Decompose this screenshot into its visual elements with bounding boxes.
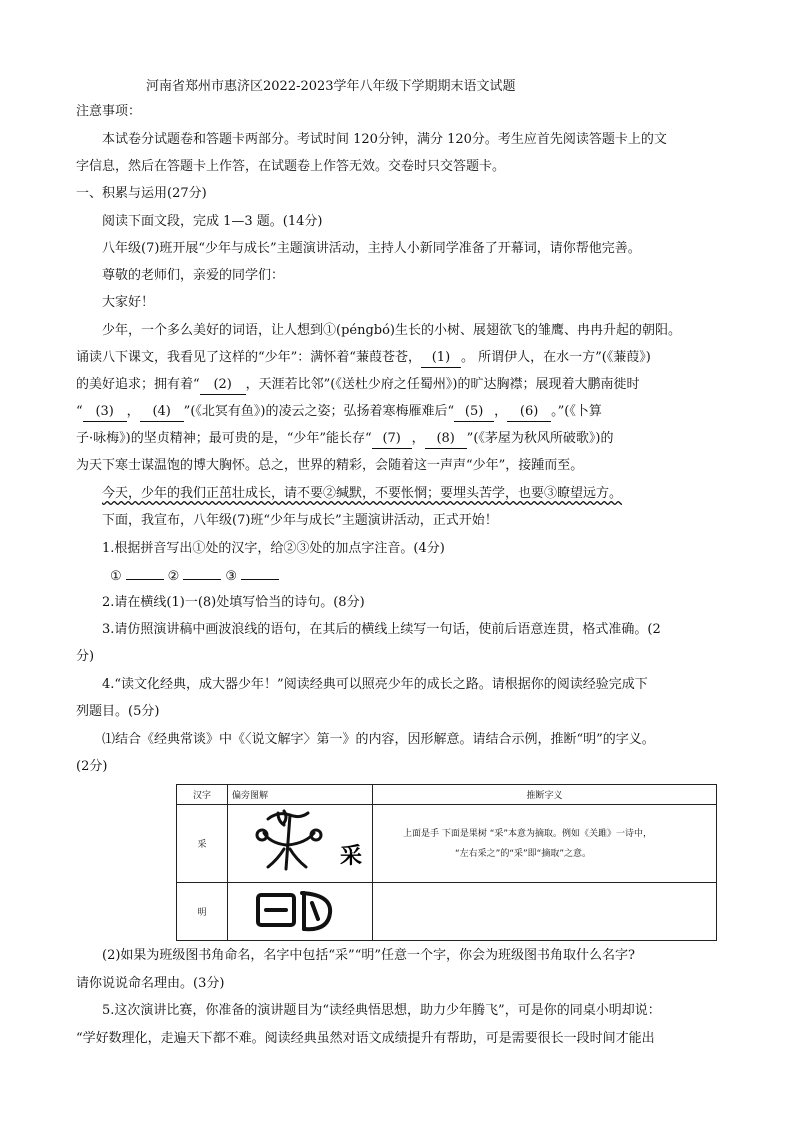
blank-2: (2) [200, 376, 246, 395]
page-title: 河南省郑州市惠济区2022-2023学年八年级下学期期末语文试题 [146, 79, 516, 94]
passage-text: 子·咏梅》)的坚贞精神；最可贵的是，“少年”能长存“ [76, 431, 372, 446]
passage-text: ”(《北冥有鱼》)的凌云之姿；弘扬着寒梅雁难后“ [183, 404, 455, 419]
answer-blank-3[interactable] [241, 567, 279, 580]
passage-text: ， [411, 431, 425, 446]
cai-pictograph-icon [228, 805, 366, 879]
table-header: 推断字义 [373, 785, 717, 805]
answer-blanks-q1 [110, 567, 283, 586]
question-2: 2.请在横线(1)一(8)处填写恰当的诗句。(8分) [102, 595, 365, 610]
notice-heading: 注意事项： [76, 104, 142, 119]
cai-small-glyph: 采 [340, 843, 363, 869]
passage-line-1: 少年，一个多么美好的词语，让人想到①(péngbó)生长的小树、展翅欲飞的雏鹰、冉冉升起的朝阳。 [102, 323, 682, 338]
blank-6: (6) [507, 403, 551, 422]
circle-mark-1: ① [110, 569, 122, 584]
table-cell-glyph [228, 883, 373, 941]
question-3-line-1: 3.请仿照演讲稿中画波浪线的语句，在其后的横线上续写一句话，使前后语意连贯，格式准确。(2 [102, 622, 661, 637]
greeting-1: 尊敬的老师们，亲爱的同学们： [102, 268, 285, 283]
table-cell-char: 采 [177, 805, 228, 883]
question-5-line-2: “学好数理化，走遍天下都不难。阅读经典虽然对语文成绩提升有帮助，可是需要很长一段时间才能出 [76, 1031, 655, 1046]
notice-line-1: 本试卷分试题卷和答题卡两部分。考试时间 120分钟，满分 120分。考生应首先阅读答题卡上的文 [102, 132, 667, 147]
meaning-line-2: “左右采之”的“采”即“摘取”之意。 [455, 848, 591, 859]
task-intro: 八年级(7)班开展“少年与成长”主题演讲活动，主持人小新同学准备了开幕词，请你帮他完善。 [102, 241, 641, 256]
passage-line-8: 下面，我宣布，八年级(7)班“少年与成长”主题演讲活动，正式开始！ [102, 513, 498, 528]
question-1: 1.根据拼音写出①处的汉字，给②③处的加点字注音。(4分) [102, 541, 445, 556]
blank-3: (3) [83, 403, 127, 422]
passage-text: 诵读八下课文，我看见了这样的“少年”：满怀着“蒹葭苍苍， [76, 350, 421, 365]
blank-8: (8) [425, 430, 467, 449]
passage-line-4 [76, 403, 602, 422]
passage-text: 。”(《卜算 [551, 404, 602, 419]
passage-text: ”(《茅屋为秋风所破歌》)的 [466, 431, 614, 446]
blank-1: (1) [421, 349, 461, 368]
table-cell-char: 明 [177, 883, 228, 941]
answer-blank-2[interactable] [183, 567, 221, 580]
question-4-2-line-2: 请你说说命名理由。(3分) [76, 976, 225, 991]
greeting-2: 大家好！ [102, 295, 155, 310]
table-row [177, 883, 717, 941]
character-table [176, 784, 717, 941]
table-header: 汉字 [177, 785, 228, 805]
question-4-2-line-1: (2)如果为班级图书角命名，名字中包括“采”“明”任意一个字，你会为班级图书角取什么名字? [102, 948, 635, 963]
question-5-line-1: 5.这次演讲比赛，你准备的演讲题目为“读经典悟思想，助力少年腾飞”，可是你的同桌小明却说： [102, 1003, 661, 1018]
passage-text: ， [126, 404, 140, 419]
table-row [177, 805, 717, 883]
table-header-row [177, 785, 717, 805]
blank-5: (5) [454, 403, 494, 422]
blank-4: (4) [140, 403, 184, 422]
table-cell-meaning-answer[interactable] [373, 883, 717, 941]
passage-line-5 [76, 430, 613, 449]
table-cell-meaning [373, 805, 717, 883]
passage-text: ，天涯若比邻”(《送杜少府之任蜀州》)的旷达胸襟；展现着大鹏南徙时 [245, 377, 640, 392]
passage-text: 。 所谓伊人，在水一方”(《蒹葭》) [460, 350, 651, 365]
meaning-line-1: 上面是手 下面是果树 “采”本意为摘取。例如《关雎》一诗中， [403, 828, 653, 839]
circle-mark-3: ③ [225, 569, 237, 584]
question-3-line-2: 分) [76, 649, 95, 664]
section-heading: 一、积累与运用(27分) [76, 186, 207, 201]
question-4-line-1: 4.“读文化经典，成大器少年！”阅读经典可以照亮少年的成长之路。请根据你的阅读经验完成下 [102, 677, 648, 692]
passage-text: “ [76, 404, 83, 419]
notice-line-2: 字信息，然后在答题卡上作答，在试题卷上作答无效。交卷时只交答题卡。 [76, 159, 506, 174]
wavy-sentence: 今天，少年的我们正茁壮成长，请不要②缄默，不要怅惘；要埋头苦学，也要③瞭望远方。 [102, 486, 623, 501]
passage-line-3 [76, 376, 639, 395]
passage-line-6: 为天下寒士谋温饱的博大胸怀。总之，世界的精彩，会随着这一声声“少年”，接踵而至。 [76, 458, 584, 473]
passage-line-2 [76, 349, 651, 368]
passage-text: ， [494, 404, 508, 419]
question-4-line-2: 列题目。(5分) [76, 704, 160, 719]
reading-instruction: 阅读下面文段，完成 1—3 题。(14分) [102, 214, 323, 229]
blank-7: (7) [372, 430, 412, 449]
question-4-1-line-2: (2分) [76, 759, 108, 774]
passage-text: 的美好追求；拥有着“ [76, 377, 200, 392]
table-header: 偏旁图解 [228, 785, 373, 805]
ming-pictograph-icon [228, 883, 366, 937]
question-4-1-line-1: ⑴结合《经典常谈》中《〈说文解字〉第一》的内容，因形解意。请结合示例，推断“明”的字义。 [102, 732, 655, 747]
table-cell-glyph [228, 805, 373, 883]
answer-blank-1[interactable] [126, 567, 164, 580]
circle-mark-2: ② [167, 569, 180, 584]
